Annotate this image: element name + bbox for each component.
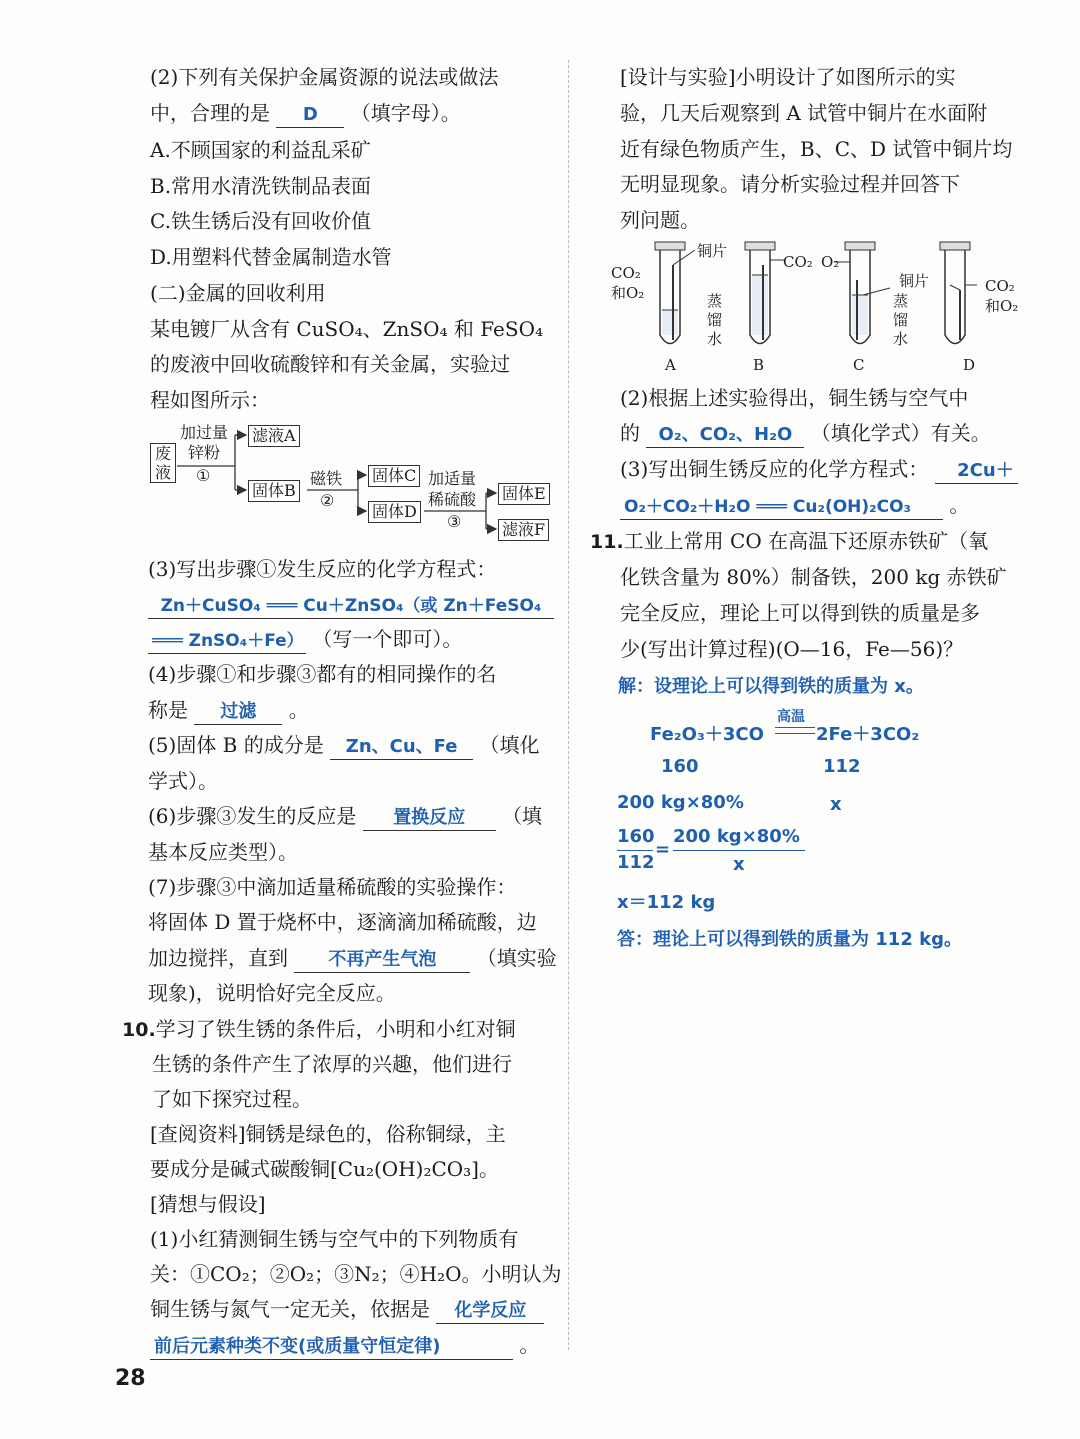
q3-answer-part2: ═══ ZnSO₄＋Fe） xyxy=(148,629,306,654)
step2-label: ② xyxy=(320,491,335,510)
q3r-line2 xyxy=(620,492,969,520)
q2-answer: O₂、CO₂、H₂O xyxy=(646,423,804,448)
tube-c-copper: 铜片 xyxy=(899,272,930,290)
q10-ref2: 要成分是碱式碳酸铜[Cu₂(OH)₂CO₃]。 xyxy=(150,1157,499,1181)
step1-label: ① xyxy=(196,466,211,485)
tube-a-label: A xyxy=(665,356,676,374)
reagent1-line1: 加过量 xyxy=(180,423,229,442)
q7-pre: 加边搅拌，直到 xyxy=(148,946,288,970)
tube-c-gas: O₂ xyxy=(821,253,840,271)
q2-pre: 的 xyxy=(620,421,640,445)
option-c: C.铁生锈后没有回收价值 xyxy=(150,209,371,233)
q3r-pre: (3)写出铜生锈反应的化学方程式： xyxy=(620,457,929,481)
q5-pre: (5)固体 B 的成分是 xyxy=(148,733,324,757)
q6-line2: 基本反应类型）。 xyxy=(148,840,298,864)
tube-d-drawing xyxy=(940,242,977,344)
tube-c-label: C xyxy=(853,356,865,374)
q10-1-line1: (1)小红猜测铜生锈与空气中的下列物质有 xyxy=(150,1227,519,1251)
fraction-left-bar xyxy=(617,850,653,851)
intro-line3: 程如图所示： xyxy=(150,388,270,412)
tube-c-water2: 馏 xyxy=(893,311,909,329)
q6-answer: 置换反应 xyxy=(363,806,496,831)
intro-line1: 某电镀厂从含有 CuSO₄、ZnSO₄ 和 FeSO₄ xyxy=(150,317,543,341)
equation-arrow xyxy=(775,727,815,734)
intro-line2: 的废液中回收硫酸锌和有关金属，实验过 xyxy=(150,352,510,376)
option-d: D.用塑料代替金属制造水管 xyxy=(150,245,392,269)
q7-answer: 不再产生气泡 xyxy=(294,948,470,973)
solution-intro: 解：设理论上可以得到铁的质量为 x。 xyxy=(618,676,924,697)
q9-2-pre: 中，合理的是 xyxy=(150,101,270,125)
tube-a-water2: 馏 xyxy=(707,311,723,329)
q7-line3 xyxy=(148,945,557,973)
q10-line1 xyxy=(122,1016,516,1043)
q3-post: （写一个即可）。 xyxy=(312,627,463,651)
q10-text1: 学习了铁生锈的条件后，小明和小红对铜 xyxy=(155,1017,516,1041)
design-line3: 近有绿色物质产生，B、C、D 试管中铜片均 xyxy=(620,137,1013,161)
design-line5: 列问题。 xyxy=(620,208,700,232)
q10-1-line4 xyxy=(150,1332,539,1360)
final-answer: 答：理论上可以得到铁的质量为 112 kg。 xyxy=(617,929,962,950)
q10-1-answer-part1: 化学反应 xyxy=(436,1299,544,1324)
filtrate-a-box: 滤液A xyxy=(248,425,300,447)
q7-line4: 现象)，说明恰好完全反应。 xyxy=(148,981,396,1005)
tube-d-gas1: CO₂ xyxy=(985,277,1015,295)
tube-b-drawing xyxy=(745,242,785,344)
q3r-post: 。 xyxy=(949,493,970,517)
tube-a-gas1: CO₂ xyxy=(611,264,641,282)
q9-2-line1: (2)下列有关保护金属资源的说法或做法 xyxy=(150,65,499,89)
q10-hypothesis: [猜想与假设] xyxy=(150,1192,266,1216)
design-line2: 验，几天后观察到 A 试管中铜片在水面附 xyxy=(620,101,988,125)
mass-right: 112 xyxy=(823,756,861,777)
q6-line1 xyxy=(148,803,542,831)
tube-c-water3: 水 xyxy=(893,330,909,348)
equation-condition: 高温 xyxy=(777,709,805,725)
q9-2-line2 xyxy=(150,100,461,128)
q7-line1: (7)步骤③中滴加适量稀硫酸的实验操作： xyxy=(148,875,517,899)
design-line4: 无明显现象。请分析实验过程并回答下 xyxy=(620,172,960,196)
fraction-left-numerator: 160 xyxy=(617,826,655,847)
q6-pre: (6)步骤③发生的反应是 xyxy=(148,804,357,828)
q4-line1: (4)步骤①和步骤③都有的相同操作的名 xyxy=(148,662,497,686)
q3-answer-line2 xyxy=(148,626,462,654)
q3-answer-part1: Zn＋CuSO₄ ═══ Cu＋ZnSO₄（或 Zn＋FeSO₄ xyxy=(148,594,554,619)
solid-e-box: 固体E xyxy=(498,483,550,505)
solid-c-box: 固体C xyxy=(368,465,420,487)
option-a: A.不顾国家的利益乱采矿 xyxy=(150,138,371,162)
q5-line2: 学式）。 xyxy=(148,769,218,793)
given-left: 200 kg×80% xyxy=(617,792,744,813)
filtrate-f-box: 滤液F xyxy=(498,519,549,541)
q4-pre: 称是 xyxy=(148,698,188,722)
q11-line4: 少(写出计算过程)(O—16，Fe—56)？ xyxy=(620,637,964,661)
solid-d-box: 固体D xyxy=(368,501,421,523)
q4-line2 xyxy=(148,697,309,725)
magnet-label: 磁铁 xyxy=(310,469,343,488)
fraction-right-denominator: x xyxy=(733,854,745,875)
q10-line3: 了如下探究过程。 xyxy=(152,1087,312,1111)
step3-label: ③ xyxy=(447,512,462,531)
q3-question: (3)写出步骤①发生反应的化学方程式： xyxy=(148,557,497,581)
waste-box: 废液 xyxy=(150,443,176,483)
equation-left: Fe₂O₃＋3CO xyxy=(650,724,764,745)
q4-post: 。 xyxy=(288,698,309,722)
section2-title: (二)金属的回收利用 xyxy=(150,281,326,305)
q2-line2 xyxy=(620,420,991,448)
q4-answer: 过滤 xyxy=(194,700,282,725)
q3r-answer-part1: 2Cu＋ xyxy=(935,459,1018,484)
tube-b-gas: CO₂ xyxy=(783,253,813,271)
q2-post: （填化学式）有关。 xyxy=(810,421,991,445)
q11-number: 11. xyxy=(590,531,624,553)
fraction-left-denominator: 112 xyxy=(617,852,655,873)
tube-d-label: D xyxy=(963,356,976,374)
q10-1-answer-part2: 前后元素种类不变(或质量守恒定律) xyxy=(150,1335,513,1360)
result-line: x＝112 kg xyxy=(617,892,716,913)
q11-line2: 化铁含量为 80%）制备铁，200 kg 赤铁矿 xyxy=(620,565,1007,589)
equation-right: 2Fe＋3CO₂ xyxy=(816,724,920,745)
tube-d-gas2: 和O₂ xyxy=(985,297,1019,315)
q7-post: （填实验 xyxy=(476,946,557,970)
q11-text1: 工业上常用 CO 在高温下还原赤铁矿（氧 xyxy=(623,529,989,553)
q6-post: （填 xyxy=(502,804,543,828)
column-divider xyxy=(568,60,569,1350)
design-line1: [设计与实验]小明设计了如图所示的实 xyxy=(620,65,956,89)
tube-a-water1: 蒸 xyxy=(707,292,723,310)
q5-answer: Zn、Cu、Fe xyxy=(330,735,473,760)
q3-answer-line1 xyxy=(148,591,554,619)
q11-line3: 完全反应，理论上可以得到铁的质量是多 xyxy=(620,601,980,625)
q9-2-answer: D xyxy=(276,103,344,128)
solid-b-box: 固体B xyxy=(248,480,300,502)
tube-c-water1: 蒸 xyxy=(893,292,909,310)
fraction-right-bar xyxy=(673,850,805,851)
q2-line1: (2)根据上述实验得出，铜生锈与空气中 xyxy=(620,386,969,410)
q10-ref1: [查阅资料]铜锈是绿色的，俗称铜绿，主 xyxy=(150,1122,506,1146)
tube-c-drawing xyxy=(835,242,890,344)
q3r-answer-part2: O₂＋CO₂＋H₂O ═══ Cu₂(OH)₂CO₃ xyxy=(620,495,943,520)
q9-2-post: （填字母）。 xyxy=(350,101,461,125)
fraction-right-numerator: 200 kg×80% xyxy=(673,826,800,847)
tube-a-gas2: 和O₂ xyxy=(611,284,645,302)
q10-1-line3 xyxy=(150,1296,544,1324)
tube-a-copper: 铜片 xyxy=(697,242,728,260)
q3r-line1 xyxy=(620,456,1018,484)
given-right: x xyxy=(830,794,842,815)
q5-post: （填化 xyxy=(479,733,540,757)
reagent3-line1: 加适量 xyxy=(428,469,477,488)
q5-line1 xyxy=(148,732,539,760)
q10-line2: 生锈的条件产生了浓厚的兴趣，他们进行 xyxy=(152,1052,512,1076)
reagent1-line2: 锌粉 xyxy=(188,443,221,462)
tube-a-drawing xyxy=(655,242,695,344)
fraction-equals: = xyxy=(655,839,671,860)
page-number: 28 xyxy=(115,1366,146,1391)
reagent3-line2: 稀硫酸 xyxy=(428,490,477,509)
q11-line1 xyxy=(590,528,988,555)
q10-1-line2: 关：①CO₂；②O₂；③N₂；④H₂O。小明认为 xyxy=(150,1262,562,1286)
tube-a-water3: 水 xyxy=(707,330,723,348)
q10-number: 10. xyxy=(122,1019,156,1041)
q7-line2: 将固体 D 置于烧杯中，逐滴滴加稀硫酸，边 xyxy=(148,910,537,934)
tube-b-label: B xyxy=(753,356,765,374)
mass-left: 160 xyxy=(661,756,699,777)
option-b: B.常用水清洗铁制品表面 xyxy=(150,174,372,198)
q10-1-pre: 铜生锈与氮气一定无关，依据是 xyxy=(150,1297,430,1321)
q10-1-post: 。 xyxy=(519,1333,540,1357)
